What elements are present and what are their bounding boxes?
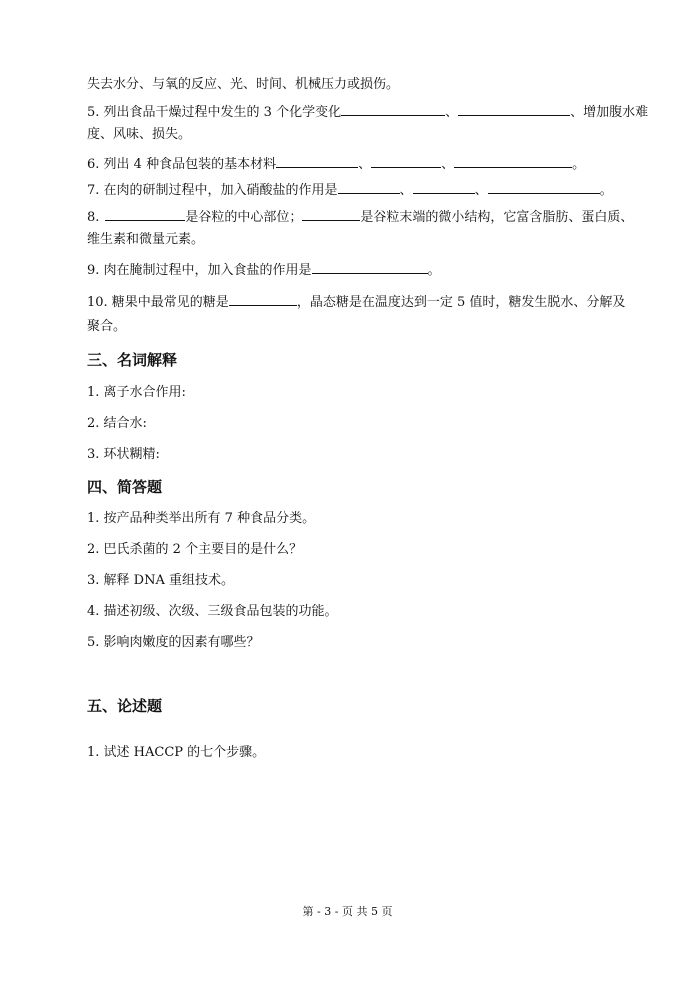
question-9 bbox=[87, 259, 660, 280]
list-item: 1. 按产品种类举出所有 7 种食品分类。 bbox=[87, 511, 316, 526]
text-line bbox=[87, 126, 660, 144]
question-6 bbox=[87, 153, 660, 174]
page-footer: 第 - 3 - 页 共 5 页 bbox=[302, 905, 393, 918]
separator: 、 bbox=[474, 183, 488, 198]
question-5-text: 5. 列出食品干燥过程中发生的 3 个化学变化 bbox=[87, 105, 342, 120]
question-8 bbox=[87, 206, 660, 227]
separator: 、 bbox=[445, 105, 459, 120]
question-6-text: 6. 列出 4 种食品包装的基本材料 bbox=[87, 157, 277, 172]
question-8-text-cont: 是谷粒末端的微小结构，它富含脂肪、蛋白质、 bbox=[360, 210, 634, 225]
question-4-tail: 失去水分、与氧的反应、光、时间、机械压力或损伤。 bbox=[87, 77, 400, 92]
answer-blank[interactable] bbox=[338, 179, 400, 194]
list-item: 1. 离子水合作用: bbox=[87, 385, 186, 400]
question-9-text: 9. 肉在腌制过程中，加入食盐的作用是 bbox=[87, 263, 312, 278]
answer-blank[interactable] bbox=[276, 153, 358, 168]
period: 。 bbox=[427, 263, 441, 278]
list-item: 5. 影响肉嫩度的因素有哪些？ bbox=[87, 635, 260, 650]
question-5 bbox=[87, 101, 660, 122]
period: 。 bbox=[599, 183, 613, 198]
answer-blank[interactable] bbox=[488, 179, 600, 194]
section-heading: 五、论述题 bbox=[87, 697, 163, 715]
answer-blank[interactable] bbox=[458, 101, 570, 116]
answer-blank[interactable] bbox=[105, 206, 185, 221]
question-5-text-cont: 、增加腹水难 bbox=[570, 105, 649, 120]
text-line bbox=[87, 318, 660, 336]
list-item: 3. 解释 DNA 重组技术。 bbox=[87, 573, 234, 588]
question-8-text: 是谷粒的中心部位； bbox=[185, 210, 303, 225]
separator: 、 bbox=[399, 183, 413, 198]
question-7-text: 7. 在肉的研制过程中，加入硝酸盐的作用是 bbox=[87, 183, 338, 198]
period: 。 bbox=[572, 157, 586, 172]
question-10-text: 10. 糖果中最常见的糖是 bbox=[87, 295, 229, 310]
separator: 、 bbox=[358, 157, 372, 172]
list-item: 3. 环状糊精: bbox=[87, 447, 160, 462]
section-heading: 四、简答题 bbox=[87, 478, 163, 496]
question-8-text-end: 维生素和微量元素。 bbox=[87, 232, 205, 247]
question-5-text-end: 度、风味、损失。 bbox=[87, 127, 192, 142]
answer-blank[interactable] bbox=[341, 101, 445, 116]
answer-blank[interactable] bbox=[371, 153, 441, 168]
answer-blank[interactable] bbox=[312, 259, 428, 274]
text-line bbox=[87, 231, 660, 249]
question-8-number: 8. bbox=[87, 210, 100, 225]
answer-blank[interactable] bbox=[229, 291, 297, 306]
list-item: 2. 巴氏杀菌的 2 个主要目的是什么？ bbox=[87, 542, 303, 557]
list-item: 4. 描述初级、次级、三级食品包装的功能。 bbox=[87, 604, 338, 619]
question-10-text-cont: ，晶态糖是在温度达到一定 5 值时，糖发生脱水、分解及 bbox=[296, 295, 626, 310]
question-10 bbox=[87, 291, 660, 312]
list-item: 2. 结合水: bbox=[87, 416, 147, 431]
answer-blank[interactable] bbox=[413, 179, 475, 194]
text-line bbox=[87, 76, 660, 94]
question-10-text-end: 聚合。 bbox=[87, 319, 127, 334]
separator: 、 bbox=[441, 157, 455, 172]
answer-blank[interactable] bbox=[454, 153, 572, 168]
answer-blank[interactable] bbox=[302, 206, 360, 221]
list-item: 1. 试述 HACCP 的七个步骤。 bbox=[87, 745, 266, 760]
question-7 bbox=[87, 179, 660, 200]
section-heading: 三、名词解释 bbox=[87, 351, 178, 369]
